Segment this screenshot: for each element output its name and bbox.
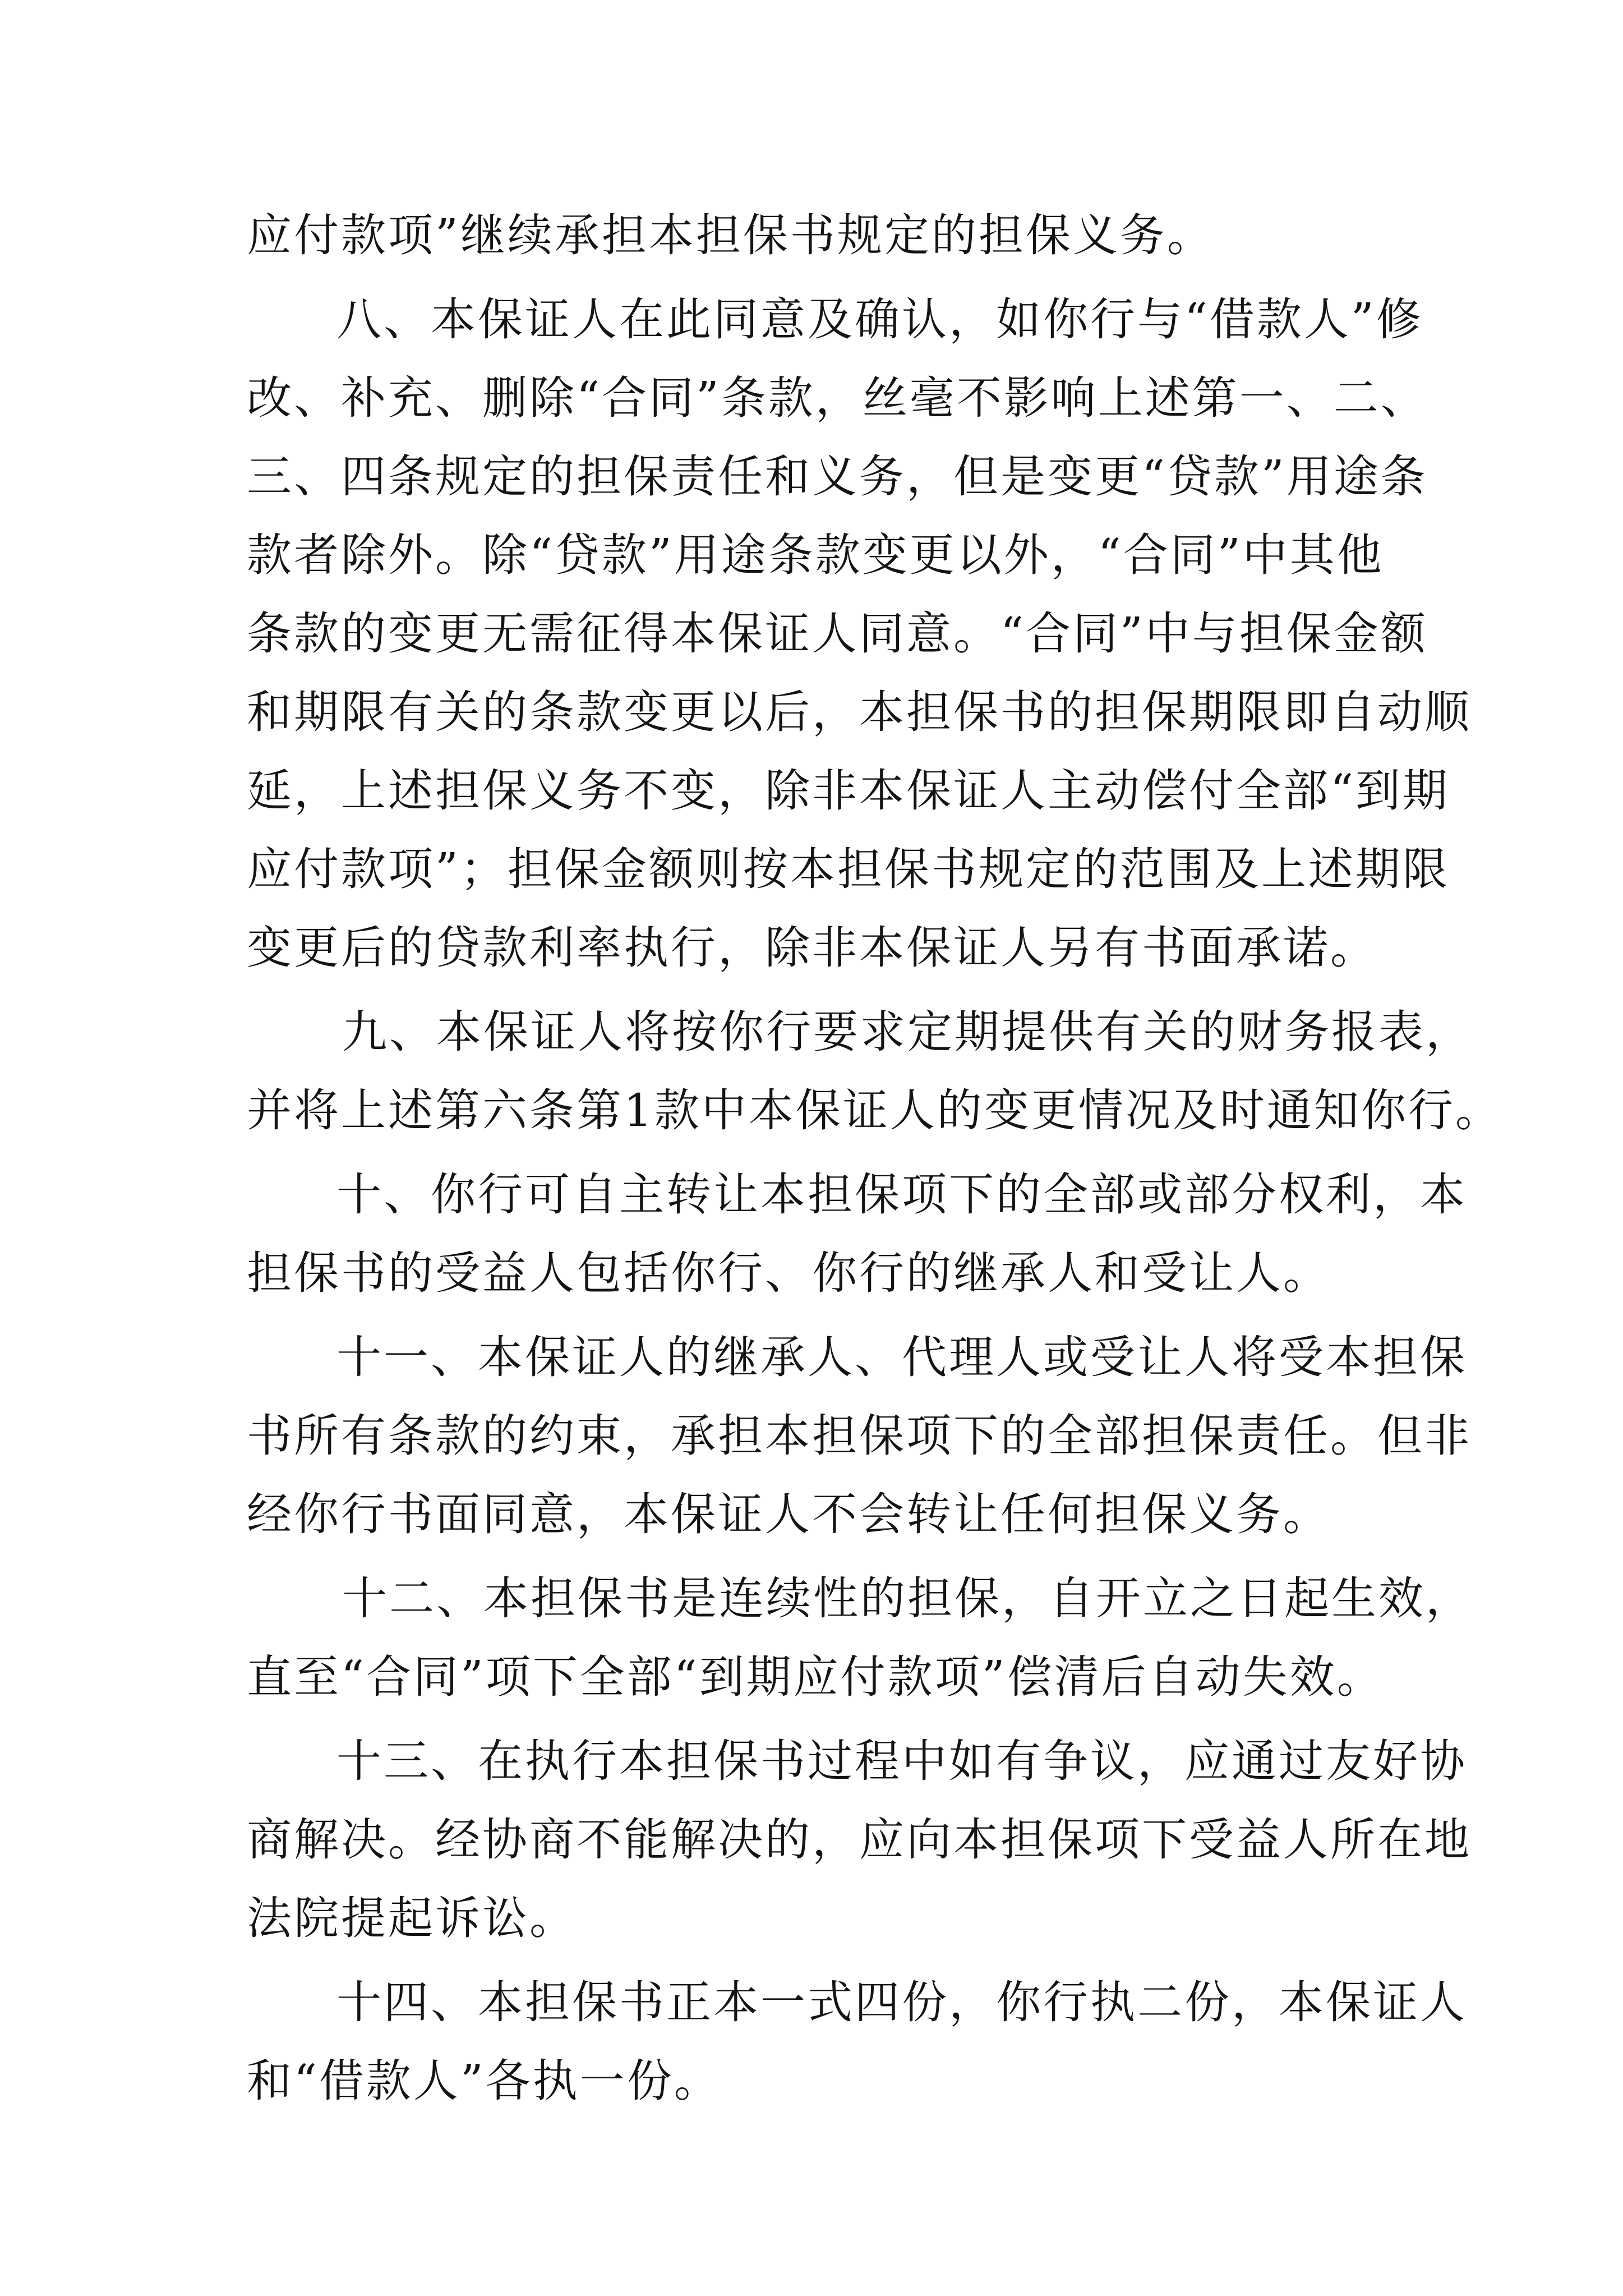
clause-8-line: 八、本保证人在此同意及确认，如你行与“借款人”修 [336, 293, 1423, 346]
text-line: 改、补充、删除“合同”条款，丝毫不影响上述第一、二、 [247, 372, 1428, 424]
text-line: 和期限有关的条款变更以后，本担保书的担保期限即自动顺 [247, 686, 1472, 738]
clause-14-line: 十四、本担保书正本一式四份，你行执二份，本保证人 [336, 1976, 1467, 2028]
clause-13-line: 十三、在执行本担保书过程中如有争议，应通过友好协 [336, 1735, 1467, 1787]
text-line: 变更后的贷款利率执行，除非本保证人另有书面承诺。 [247, 922, 1377, 974]
text-line: 应付款项”继续承担本担保书规定的担保义务。 [247, 209, 1214, 261]
text-line: 延，上述担保义务不变，除非本保证人主动偿付全部“到期 [247, 765, 1450, 817]
clause-10-line: 十、你行可自主转让本担保项下的全部或部分权利，本 [336, 1168, 1467, 1221]
text-line: 并将上述第六条第1款中本保证人的变更情况及时通知你行。 [247, 1084, 1502, 1137]
text-line: 三、四条规定的担保责任和义务，但是变更“贷款”用途条 [247, 450, 1428, 503]
clause-12-line: 十二、本担保书是连续性的担保，自开立之日起生效， [342, 1572, 1473, 1625]
text-line: 书所有条款的约束，承担本担保项下的全部担保责任。但非 [247, 1410, 1472, 1462]
clause-11-line: 十一、本保证人的继承人、代理人或受让人将受本担保 [336, 1331, 1467, 1383]
text-line: 法院提起诉讼。 [247, 1892, 577, 1944]
text-line: 款者除外。除“贷款”用途条款变更以外，“合同”中其他 [247, 529, 1384, 581]
text-line: 直至“合同”项下全部“到期应付款项”偿清后自动失效。 [247, 1651, 1384, 1703]
text-line: 条款的变更无需征得本保证人同意。“合同”中与担保金额 [247, 608, 1428, 660]
text-line: 商解决。经协商不能解决的，应向本担保项下受益人所在地 [247, 1814, 1472, 1866]
clause-9-line: 九、本保证人将按你行要求定期提供有关的财务报表， [342, 1006, 1473, 1058]
text-line: 担保书的受益人包括你行、你行的继承人和受让人。 [247, 1247, 1330, 1299]
text-line: 和“借款人”各执一份。 [247, 2055, 721, 2107]
text-line: 经你行书面同意，本保证人不会转让任何担保义务。 [247, 1488, 1330, 1540]
text-line: 应付款项”；担保金额则按本担保书规定的范围及上述期限 [247, 843, 1450, 895]
